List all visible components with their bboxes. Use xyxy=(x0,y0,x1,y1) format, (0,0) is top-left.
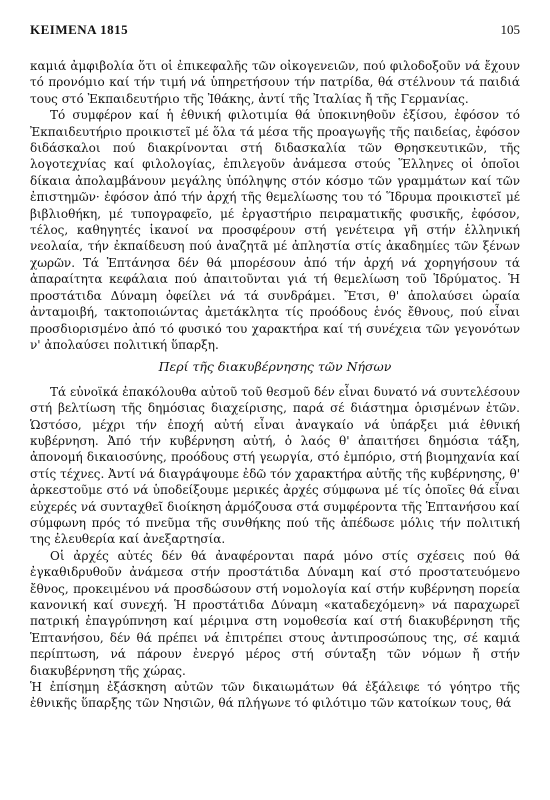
paragraph-5: Ἡ ἐπίσημη ἐξάσκηση αὐτῶν τῶν δικαιωμάτων θά ἐξάλειφε τό γόητρο τῆς ἐθνικῆς ὕπαρξης τῶν Νησιῶν, θά πλήγωνε τό φιλότιμο τῶν κατοίκων τους, θά xyxy=(30,680,520,711)
page-header xyxy=(30,22,520,38)
paragraph-2: Τό συμφέρον καί ἡ ἐθνική φιλοτιμία θά ὑποκινηθοῦν ἐξίσου, ἐφόσον τό Ἐκπαιδευτήριο προικιστεῖ μέ ὅλα τά μέσα τῆς προαγωγῆς τῆς παιδείας, ἐφόσον διδάσκαλοι πού διακρίνονται στή διδασκαλία τῶν Θρησκευτικῶν, τῆς λογοτεχνίας καί φιλολογίας, ἐπιλεγοῦν ἀνάμεσα στούς Ἕλληνες οἱ ὁποῖοι δίκαια ἀπολαμβάνουν μεγάλης ὑπόληψης στόν κόσμο τῶν γραμμάτων καί τῶν ἐπιστημῶν· ἐφόσον ἀπό τήν ἀρχή τῆς θεμελίωσης του τό Ἵδρυμα προικιστεῖ μέ βιβλιοθήκη, μέ τυπογραφεῖο, μέ ἐργαστήριο πειραματικῆς φυσικῆς, ἐφόσον, τέλος, καθηγητές ἱκανοί να προσφέρουν στή γενέτειρα γῆ στήν ἑλληνική νεολαία, τήν ἐκπαίδευση πού ἀναζητᾶ μέ ἀπληστία στίς ἀκαδημίες τῶν ξένων χωρῶν. Τά Ἑπτάνησα δέν θά μπορέσουν ἀπό τήν ἀρχή νά χορηγήσουν τά ἀπαραίτητα κεφάλαια πού ἀπαιτοῦνται γιά τή θεμελίωση τοῦ Ἱδρύματος. Ἡ προστάτιδα Δύναμη ὀφείλει νά τά συνδράμει. Ἔτσι, θ' ἀπολαύσει ὡραία ἀνταμοιβή, τακτοποιώντας ἀμετάκλητα τίς προόδους ἑνός ἔθνους, πού εἶναι προσδιορισμένο ἀπό τό φυσικό του χαρακτήρα καί τή συνέχεια τῶν γεγονότων ν' ἀπολαύσει πολιτική ὕπαρξη. xyxy=(30,108,520,352)
page-number: 105 xyxy=(500,22,520,37)
page-body xyxy=(30,58,520,712)
paragraph-4: Οἱ ἀρχές αὐτές δέν θά ἀναφέρονται παρά μόνο στίς σχέσεις πού θά ἐγκαθιδρυθοῦν ἀνάμεσα στήν προστάτιδα Δύναμη καί στό προστατευόμενο ἔθνος, προκειμένου νά προσδώσουν στή νομολογία καί στήν κυβέρνηση πορεία κανονική καί συνεχή. Ἡ προστάτιδα Δύναμη «καταδεχόμενη» νά παραχωρεῖ πατρική ἐπαγρύπνηση καί μέριμνα στη νομοθεσία καί στή διακυβέρνηση τῆς Ἑπτανήσου, δέν θά πρέπει νά ἐπιτρέπει στους ἀντιπροσώπους της, σέ καμιά περίπτωση, νά πάρουν ἐνεργό μέρος στή σύνταξη τῶν νόμων ἤ στήν διακυβέρνηση τῆς χώρας. xyxy=(30,548,520,678)
paragraph-1: καμιά ἀμφιβολία ὅτι οἱ ἐπικεφαλῆς τῶν οἰκογενειῶν, πού φιλοδοξοῦν νά ἔχουν τό προνόμιο καί τήν τιμή νά ὑπηρετήσουν τήν πατρίδα, θά στέλνουν τά παιδιά τους στό Ἐκπαιδευτήριο τῆς Ἰθάκης, ἀντί τῆς Ἰταλίας ἤ τῆς Γερμανίας. xyxy=(30,59,520,106)
running-head: ΚΕΙΜΕΝΑ 1815 xyxy=(30,22,129,37)
paragraph-3: Τά εὐνοϊκά ἐπακόλουθα αὐτοῦ τοῦ θεσμοῦ δέν εἶναι δυνατό νά συντελέσουν στή βελτίωση τῆς δημόσιας διαχείρισης, παρά σέ διάστημα ὁρισμένων ἐτῶν. Ὡστόσο, μέχρι τήν ἐποχή αὐτή εἶναι ἀναγκαίο νά ὑπάρξει μιά ἐθνική κυβέρνηση. Ἀπό τήν κυβέρνηση αὐτή, ὁ λαός θ' ἀπαιτήσει δημόσια τάξη, ἀπονομή δικαιοσύνης, προόδους στή γεωργία, στό ἐμπόριο, στή βιομηχανία καί στίς τέχνες. Ἀντί νά διαγράψουμε ἐδῶ τόν χαρακτήρα αὐτῆς τῆς κυβέρνησης, θ' ἀρκεστοῦμε στό νά ὑποδείξουμε μερικές ἀρχές σύμφωνα μέ τίς ὁποῖες θά εἶναι εὐχερές νά συνταχθεῖ διοίκηση ἁρμόζουσα στά συμφέροντα τῆς Ἑπτανήσου καί σύμφωνη πρός τό πνεῦμα τῆς συνθήκης πού τῆς ἀπέδωσε μόλις τήν πολιτική της ἐλευθερία καί ἀνεξαρτησία. xyxy=(30,384,520,547)
section-heading: Περί τῆς διακυβέρνησης τῶν Νήσων xyxy=(158,359,392,375)
